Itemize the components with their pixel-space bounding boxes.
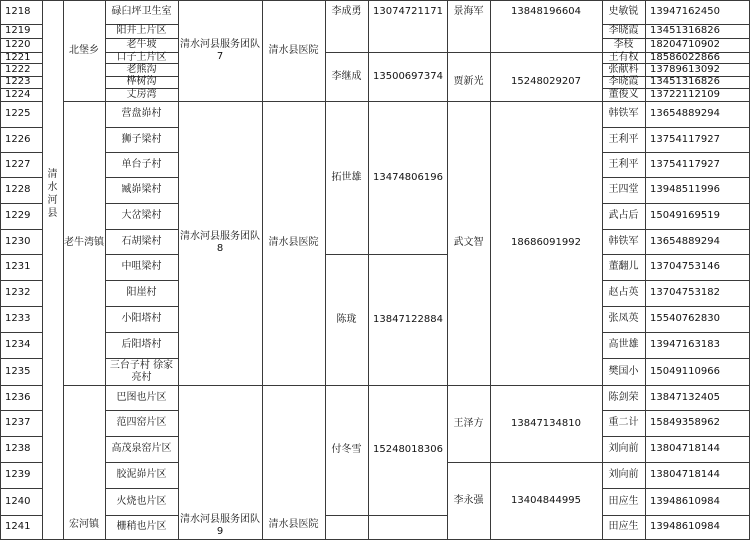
grid-line-h [645,488,750,489]
contact-name: 王有权 [608,52,639,63]
grid-line-h [645,385,750,386]
contact-phone: 13754117927 [650,134,720,145]
contact-phone: 13947162450 [650,6,720,17]
contact-phone: 13704753146 [650,261,720,272]
grid-line-h [105,385,178,386]
contact-name: 赵占英 [608,287,639,298]
grid-line-h [105,358,178,359]
row-id: 1223 [5,76,31,87]
grid-line-h [602,229,645,230]
grid-line-h [105,306,178,307]
grid-line-h [178,101,262,102]
row-id: 1239 [5,469,31,480]
grid-line-h [178,385,262,386]
village-name: 胶泥峁片区 [116,469,167,480]
grid-line-h [602,203,645,204]
doctor-name: 付冬雪 [331,444,362,455]
row-id: 1236 [5,392,31,403]
town-name: 北堡乡 [69,45,99,56]
contact-phone: 13451316826 [650,25,720,36]
contact-name: 李枝 [613,39,634,50]
row-id: 1218 [5,6,31,17]
contact-name: 李晓霞 [608,25,639,36]
doctor-phone: 15248018306 [373,444,443,455]
contact-phone: 18204710902 [650,39,720,50]
village-name: 小阳塔村 [121,313,162,324]
grid-line-h [447,462,490,463]
grid-line-h [325,254,368,255]
contact-phone: 15049110966 [650,366,720,377]
grid-line-h [63,0,105,1]
grid-line-h [0,410,42,411]
contact-name: 韩铁军 [608,236,639,247]
contact-phone: 13654889294 [650,236,720,247]
village-name: 巴图也片区 [116,392,167,403]
contact-phone: 13847132405 [650,392,720,403]
grid-line-h [0,280,42,281]
doctor-phone: 13500697374 [373,71,443,82]
grid-line-h [105,229,178,230]
grid-line-h [645,332,750,333]
row-id: 1232 [5,287,31,298]
grid-line-h [645,177,750,178]
doctor-phone: 13474806196 [373,172,443,183]
leader-phone: 13847134810 [511,418,581,429]
town-name: 宏河镇 [69,519,99,530]
grid-line-h [325,515,368,516]
doctor-name: 陈珑 [336,314,357,325]
grid-line-h [602,515,645,516]
grid-line-h [105,101,178,102]
grid-line-h [645,436,750,437]
grid-line-h [602,101,645,102]
village-name: 范四窑片区 [116,417,167,428]
grid-line-h [325,385,368,386]
contact-name: 王四堂 [608,184,639,195]
grid-line-h [105,462,178,463]
village-name: 碌臼坪卫生室 [111,6,172,17]
leader-name: 李永强 [453,495,484,506]
village-name: 栅稍也片区 [116,521,167,532]
grid-line-h [447,0,490,1]
grid-line-h [0,358,42,359]
row-id: 1229 [5,210,31,221]
grid-line-h [645,229,750,230]
row-id: 1222 [5,64,31,75]
grid-line-h [447,385,490,386]
grid-line-h [262,385,325,386]
grid-line-h [105,410,178,411]
contact-name: 刘向前 [608,469,639,480]
grid-line-h [0,203,42,204]
service-team: 清水河县服务团队7 [180,39,260,62]
grid-line-h [42,0,63,1]
grid-line-h [602,0,645,1]
grid-line-h [0,488,42,489]
row-id: 1240 [5,496,31,507]
row-id: 1231 [5,261,31,272]
village-name: 阳井上片区 [116,25,167,36]
contact-name: 田应生 [608,496,639,507]
grid-line-h [0,101,42,102]
row-id: 1230 [5,236,31,247]
hospital-name: 清水县医院 [268,45,319,56]
grid-line-h [368,254,447,255]
grid-line-h [447,101,490,102]
contact-name: 武占后 [608,210,639,221]
village-name: 丈房湾 [126,89,157,100]
row-id: 1225 [5,108,31,119]
grid-line-h [262,0,325,1]
contact-phone: 15849358962 [650,417,720,428]
grid-line-h [602,332,645,333]
leader-name: 景海军 [453,6,484,17]
village-name: 狮子梁村 [121,134,162,145]
contact-phone: 15540762830 [650,313,720,324]
grid-line-h [368,101,447,102]
row-id: 1227 [5,159,31,170]
grid-line-h [105,127,178,128]
contact-name: 樊国小 [608,366,639,377]
grid-line-h [0,229,42,230]
row-id: 1220 [5,39,31,50]
contact-name: 韩铁军 [608,108,639,119]
hospital-name: 清水县医院 [268,519,319,530]
doctor-name: 拓世雄 [331,172,362,183]
contact-name: 史敏锐 [608,6,639,17]
village-name: 大岔梁村 [121,210,162,221]
town-name: 老牛湾镇 [64,237,104,248]
village-name: 中咀梁村 [121,261,162,272]
contact-phone: 13722112109 [650,89,720,100]
village-name: 桦树沟 [126,76,157,87]
grid-line-h [645,152,750,153]
grid-line-h [645,515,750,516]
grid-line-h [0,177,42,178]
row-id: 1228 [5,184,31,195]
grid-line-h [325,52,368,53]
grid-line-h [105,152,178,153]
contact-phone: 13948610984 [650,521,720,532]
contact-name: 陈剑荣 [608,392,639,403]
grid-line-h [0,515,42,516]
village-name: 单台子村 [121,159,162,170]
village-name: 三台子村 徐家亮村 [109,360,174,383]
contact-name: 王利平 [608,159,639,170]
grid-line-h [602,358,645,359]
village-name: 高茂泉窑片区 [111,443,172,454]
grid-line-h [645,462,750,463]
row-id: 1221 [5,52,31,63]
grid-line-h [105,254,178,255]
grid-line-h [368,515,447,516]
grid-line-h [0,127,42,128]
grid-line-h [105,0,178,1]
doctor-phone: 13847122884 [373,314,443,325]
grid-line-h [0,385,42,386]
leader-phone: 13404844995 [511,495,581,506]
grid-line-h [368,0,447,1]
contact-name: 董翻儿 [608,261,639,272]
grid-line-h [0,332,42,333]
grid-line-h [645,0,750,1]
service-team: 清水河县服务团队9 [180,514,260,537]
doctor-name: 李成勇 [331,6,362,17]
village-name: 老熊沟 [126,64,157,75]
grid-line-h [645,306,750,307]
grid-line-h [262,101,325,102]
leader-phone: 18686091992 [511,237,581,248]
grid-line-h [105,436,178,437]
contact-phone: 13804718144 [650,469,720,480]
contact-phone: 15049169519 [650,210,720,221]
row-id: 1219 [5,25,31,36]
hospital-name: 清水县医院 [268,237,319,248]
grid-line-v [63,0,64,539]
grid-line-h [0,152,42,153]
village-name: 臧峁梁村 [121,184,162,195]
row-id: 1234 [5,339,31,350]
leader-name: 王泽方 [453,418,484,429]
row-id: 1224 [5,89,31,100]
grid-line-h [602,280,645,281]
grid-line-h [105,332,178,333]
contact-name: 刘向前 [608,443,639,454]
grid-line-h [602,254,645,255]
leader-phone: 13848196604 [511,6,581,17]
grid-line-h [178,0,262,1]
grid-line-h [0,436,42,437]
grid-line-h [602,152,645,153]
grid-line-h [368,385,447,386]
grid-line-h [447,52,490,53]
contact-phone: 13804718144 [650,443,720,454]
doctor-name: 李继成 [331,71,362,82]
grid-line-h [645,254,750,255]
contact-phone: 13451316826 [650,76,720,87]
grid-line-h [645,410,750,411]
grid-line-h [490,101,602,102]
grid-line-h [490,0,602,1]
row-id: 1235 [5,366,31,377]
grid-line-h [490,52,602,53]
village-name: 老牛坡 [126,39,157,50]
contact-phone: 13948610984 [650,496,720,507]
contact-phone: 13704753182 [650,287,720,298]
grid-line-h [0,462,42,463]
service-team: 清水河县服务团队8 [180,231,260,254]
grid-line-h [602,436,645,437]
row-id: 1241 [5,521,31,532]
grid-line-h [105,203,178,204]
contact-name: 王利平 [608,134,639,145]
grid-line-h [490,385,602,386]
grid-line-h [63,101,105,102]
contact-name: 田应生 [608,521,639,532]
contact-name: 张凤英 [608,313,639,324]
contact-name: 高世雄 [608,339,639,350]
grid-line-h [602,127,645,128]
grid-line-h [368,52,447,53]
grid-line-h [325,0,368,1]
grid-line-h [105,177,178,178]
grid-line-h [602,306,645,307]
grid-line-h [490,462,602,463]
grid-line-h [0,0,42,1]
row-id: 1237 [5,417,31,428]
village-name: 火烧也片区 [116,496,167,507]
row-id: 1238 [5,443,31,454]
county-name: 清水河县 [47,169,58,219]
village-name: 口子上片区 [116,52,167,63]
contact-phone: 13947163183 [650,339,720,350]
contact-name: 重二计 [608,417,639,428]
grid-line-h [602,385,645,386]
leader-name: 贾新光 [453,76,484,87]
grid-line-h [602,462,645,463]
grid-line-h [645,280,750,281]
grid-line-h [602,177,645,178]
grid-line-h [645,127,750,128]
contact-name: 张献科 [608,64,639,75]
contact-phone: 13789613092 [650,64,720,75]
grid-line-v [262,0,263,539]
village-name: 后阳塔村 [121,339,162,350]
grid-line-h [645,101,750,102]
grid-line-h [105,280,178,281]
row-id: 1226 [5,134,31,145]
contact-phone: 13754117927 [650,159,720,170]
grid-line-h [105,488,178,489]
contact-name: 董俊义 [608,89,639,100]
row-id: 1233 [5,313,31,324]
contact-phone: 18586022866 [650,52,720,63]
village-name: 石胡梁村 [121,236,162,247]
grid-line-h [63,385,105,386]
grid-line-h [325,101,368,102]
village-name: 阳崖村 [126,287,157,298]
grid-line-h [645,203,750,204]
village-name: 营盘峁村 [121,108,162,119]
contact-phone: 13948511996 [650,184,720,195]
leader-name: 武文智 [453,237,484,248]
grid-line-h [0,254,42,255]
contact-phone: 13654889294 [650,108,720,119]
leader-phone: 15248029207 [511,76,581,87]
grid-line-h [0,306,42,307]
grid-line-h [105,515,178,516]
grid-line-h [602,488,645,489]
grid-line-v [178,0,179,539]
grid-line-h [645,358,750,359]
doctor-phone: 13074721171 [373,6,443,17]
grid-line-v [42,0,43,539]
contact-name: 李晓霞 [608,76,639,87]
grid-line-h [602,410,645,411]
